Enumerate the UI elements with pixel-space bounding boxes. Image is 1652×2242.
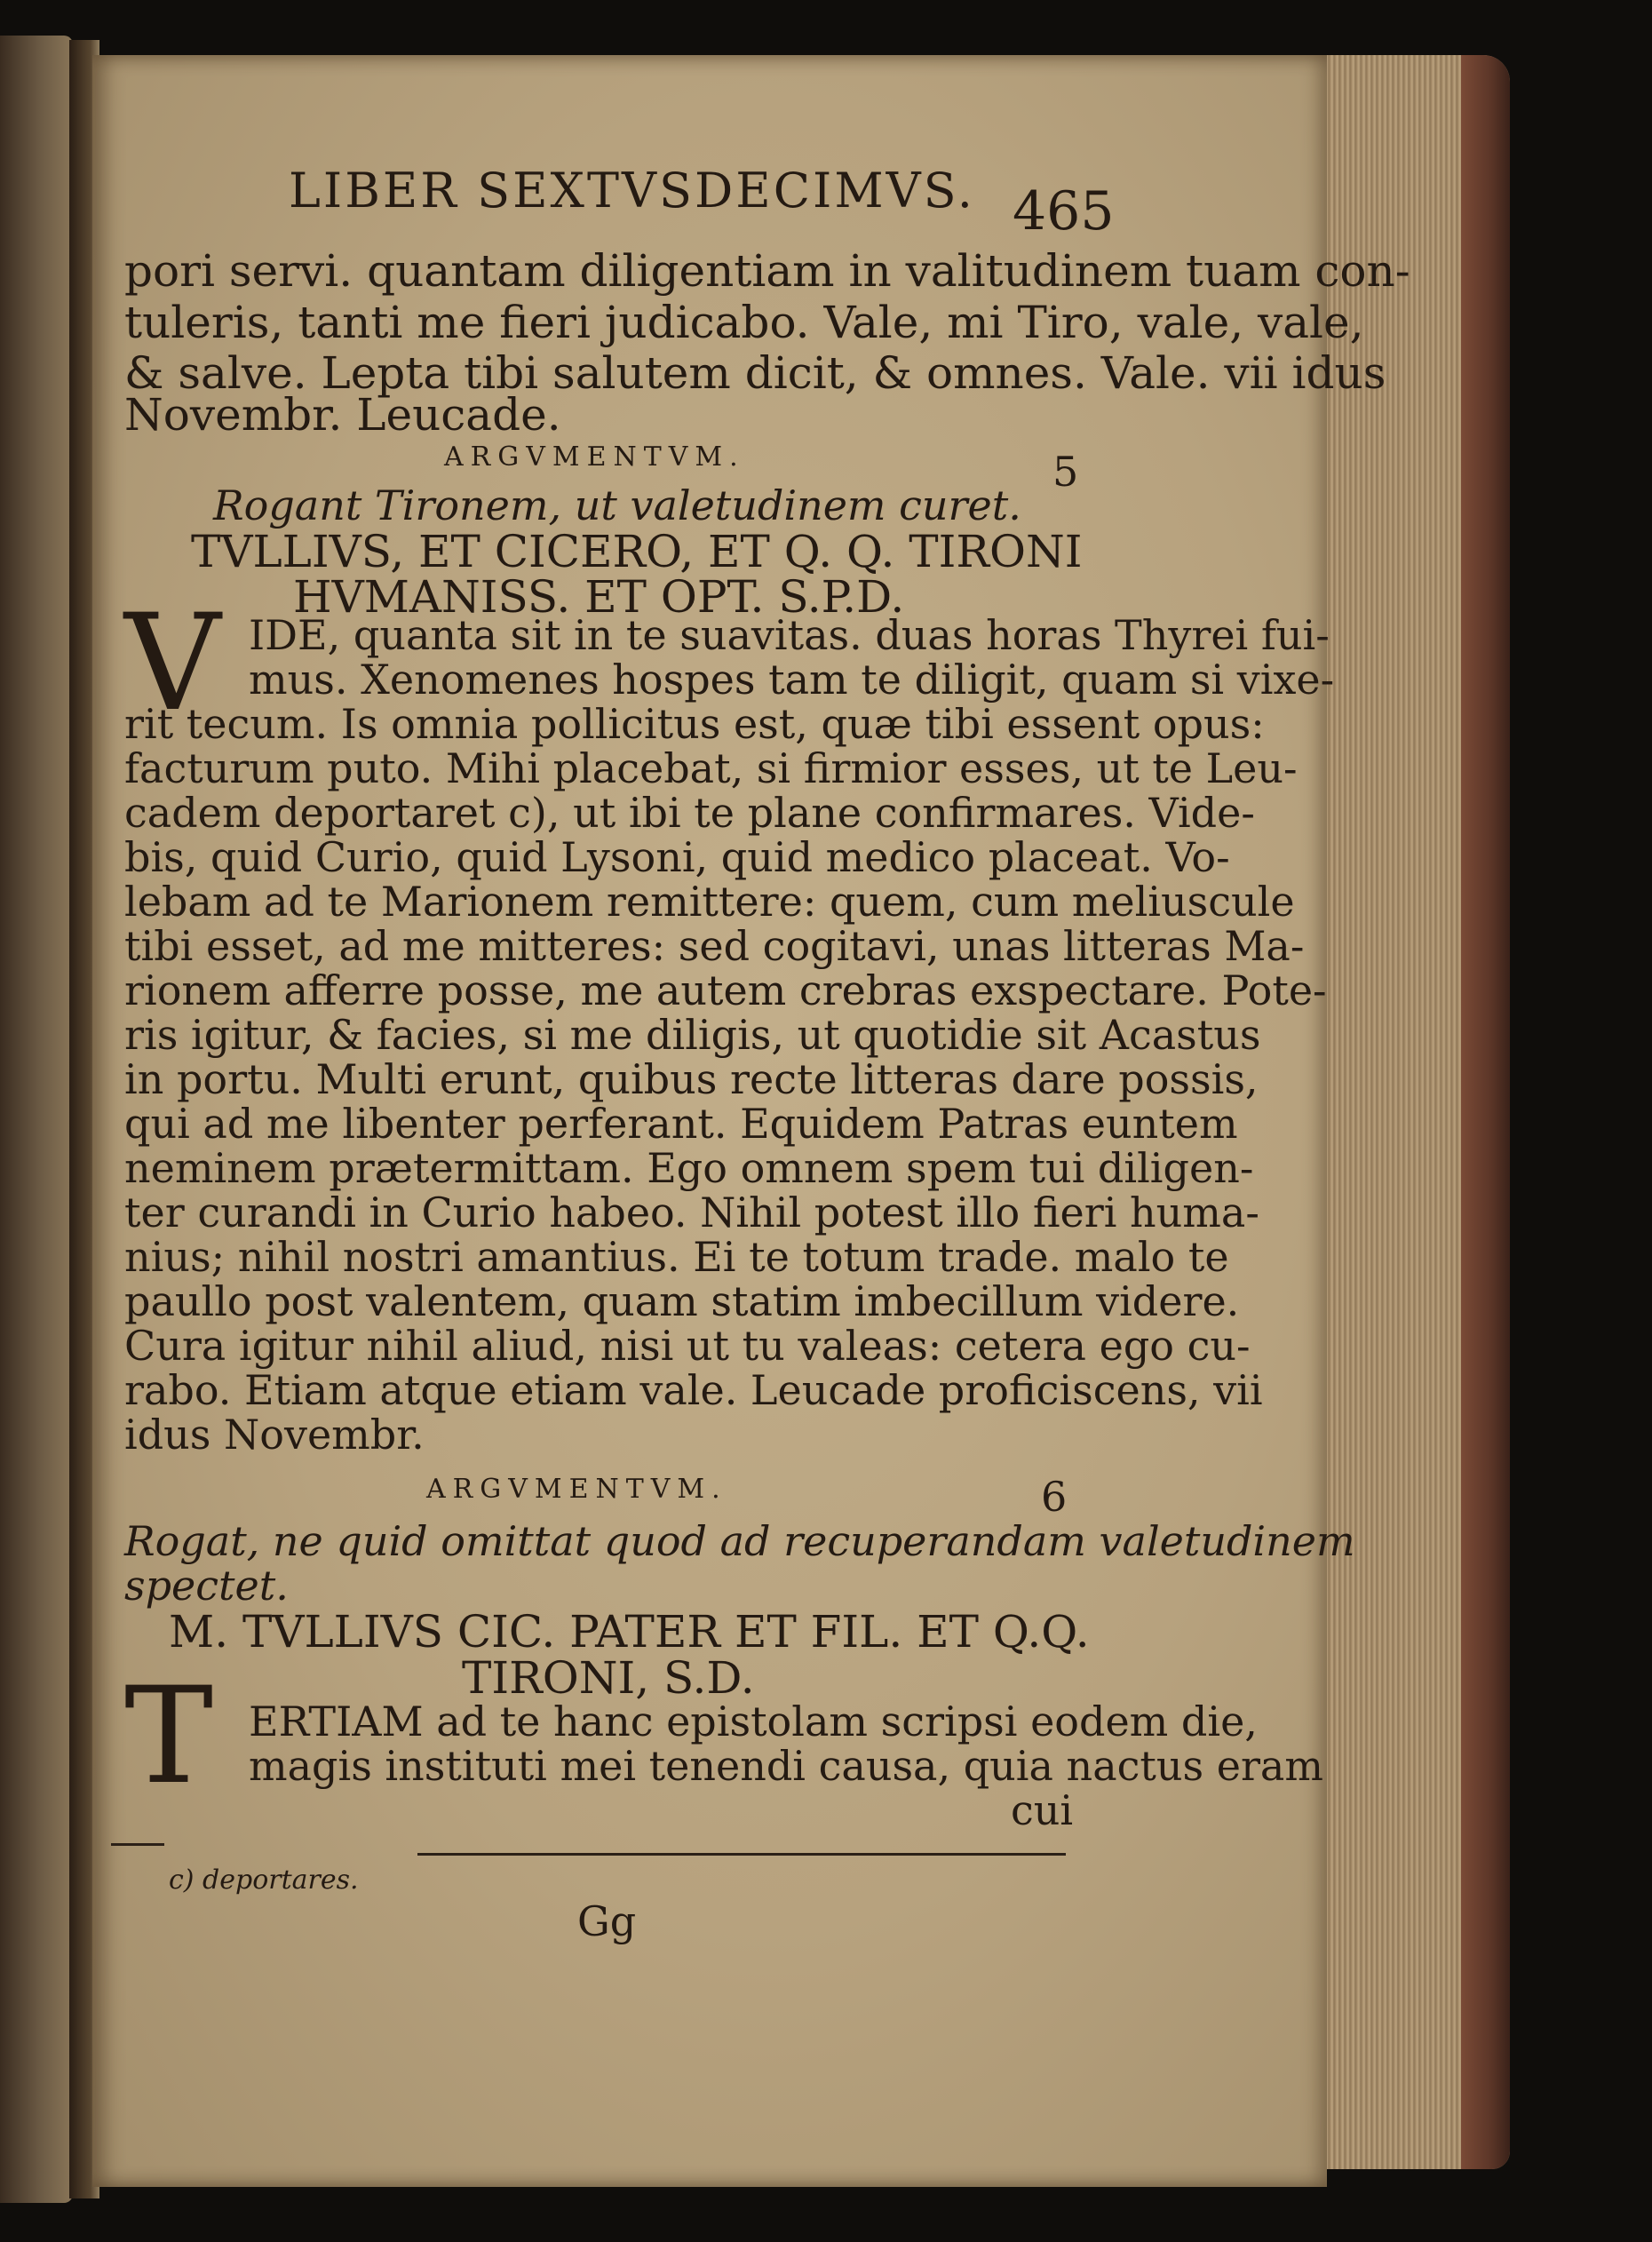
footnote-rule-short: [111, 1843, 164, 1846]
drop-initial: V: [124, 586, 221, 741]
text-line: cadem deportaret c), ut ibi te plane confirmares. Vide-: [124, 789, 1255, 837]
text-line: in portu. Multi erunt, quibus recte litteras dare possis,: [124, 1055, 1259, 1103]
signature-mark: Gg: [577, 1897, 637, 1945]
argument-summary: Rogat, ne quid omittat quod ad recuperandam valetudinem: [124, 1517, 1355, 1565]
text-line: Novembr. Leucade.: [124, 389, 561, 441]
page-number: 465: [1013, 180, 1115, 242]
text-line: paullo post valentem, quam statim imbecillum videre.: [124, 1277, 1240, 1325]
catchword: cui: [1011, 1786, 1074, 1834]
left-page-edge: [0, 36, 73, 2203]
argument-label: ARGVMENTVM.: [426, 1474, 727, 1505]
text-line: mus. Xenomenes hospes tam te diligit, quam si vixe-: [249, 656, 1335, 704]
text-line: & salve. Lepta tibi salutem dicit, & omnes. Vale. vii idus: [124, 347, 1386, 399]
letter-number: 5: [1052, 448, 1079, 496]
text-line: facturum puto. Mihi placebat, si firmior esses, ut te Leu-: [124, 744, 1298, 792]
footnote: c) deportares.: [169, 1864, 359, 1896]
argument-summary: Rogant Tironem, ut valetudinem curet.: [213, 481, 1021, 529]
text-line: idus Novembr.: [124, 1411, 425, 1459]
text-line: ter curandi in Curio habeo. Nihil potest illo fieri huma-: [124, 1189, 1259, 1236]
text-line: bis, quid Curio, quid Lysoni, quid medico placeat. Vo-: [124, 833, 1230, 881]
letter-number: 6: [1041, 1473, 1068, 1521]
text-line: rabo. Etiam atque etiam vale. Leucade proficiscens, vii: [124, 1366, 1263, 1414]
salutation: TVLLIVS, ET CICERO, ET Q. Q. TIRONI: [191, 526, 1083, 577]
text-line: ERTIAM ad te hanc epistolam scripsi eodem die,: [249, 1697, 1258, 1745]
text-line: tuleris, tanti me fieri judicabo. Vale, mi Tiro, vale, vale,: [124, 297, 1364, 348]
argument-label: ARGVMENTVM.: [444, 441, 745, 473]
salutation: TIRONI, S.D.: [462, 1652, 755, 1704]
drop-initial: T: [124, 1659, 214, 1814]
text-line: ris igitur, & facies, si me diligis, ut quotidie sit Acastus: [124, 1011, 1261, 1059]
salutation: HVMANISS. ET OPT. S.P.D.: [293, 571, 905, 623]
text-line: rionem afferre posse, me autem crebras exspectare. Pote-: [124, 966, 1327, 1014]
text-line: qui ad me libenter perferant. Equidem Patras euntem: [124, 1100, 1238, 1148]
text-line: rit tecum. Is omnia pollicitus est, quæ tibi essent opus:: [124, 700, 1265, 748]
footnote-rule: [417, 1853, 1066, 1856]
text-line: neminem prætermittam. Ego omnem spem tui diligen-: [124, 1144, 1254, 1192]
text-line: tibi esset, ad me mitteres: sed cogitavi, unas litteras Ma-: [124, 922, 1305, 970]
argument-summary: spectet.: [124, 1562, 289, 1610]
text-line: nius; nihil nostri amantius. Ei te totum trade. malo te: [124, 1233, 1229, 1281]
running-head: LIBER SEXTVSDECIMVS.: [289, 163, 975, 219]
text-line: magis instituti mei tenendi causa, quia nactus eram: [249, 1742, 1323, 1790]
text-line: IDE, quanta sit in te suavitas. duas horas Thyrei fui-: [249, 611, 1330, 659]
text-line: Cura igitur nihil aliud, nisi ut tu valeas: cetera ego cu-: [124, 1322, 1251, 1370]
text-line: pori servi. quantam diligentiam in valitudinem tuam con-: [124, 245, 1410, 297]
salutation: M. TVLLIVS CIC. PATER ET FIL. ET Q.Q.: [169, 1606, 1090, 1658]
text-line: lebam ad te Marionem remittere: quem, cum meliuscule: [124, 878, 1295, 926]
